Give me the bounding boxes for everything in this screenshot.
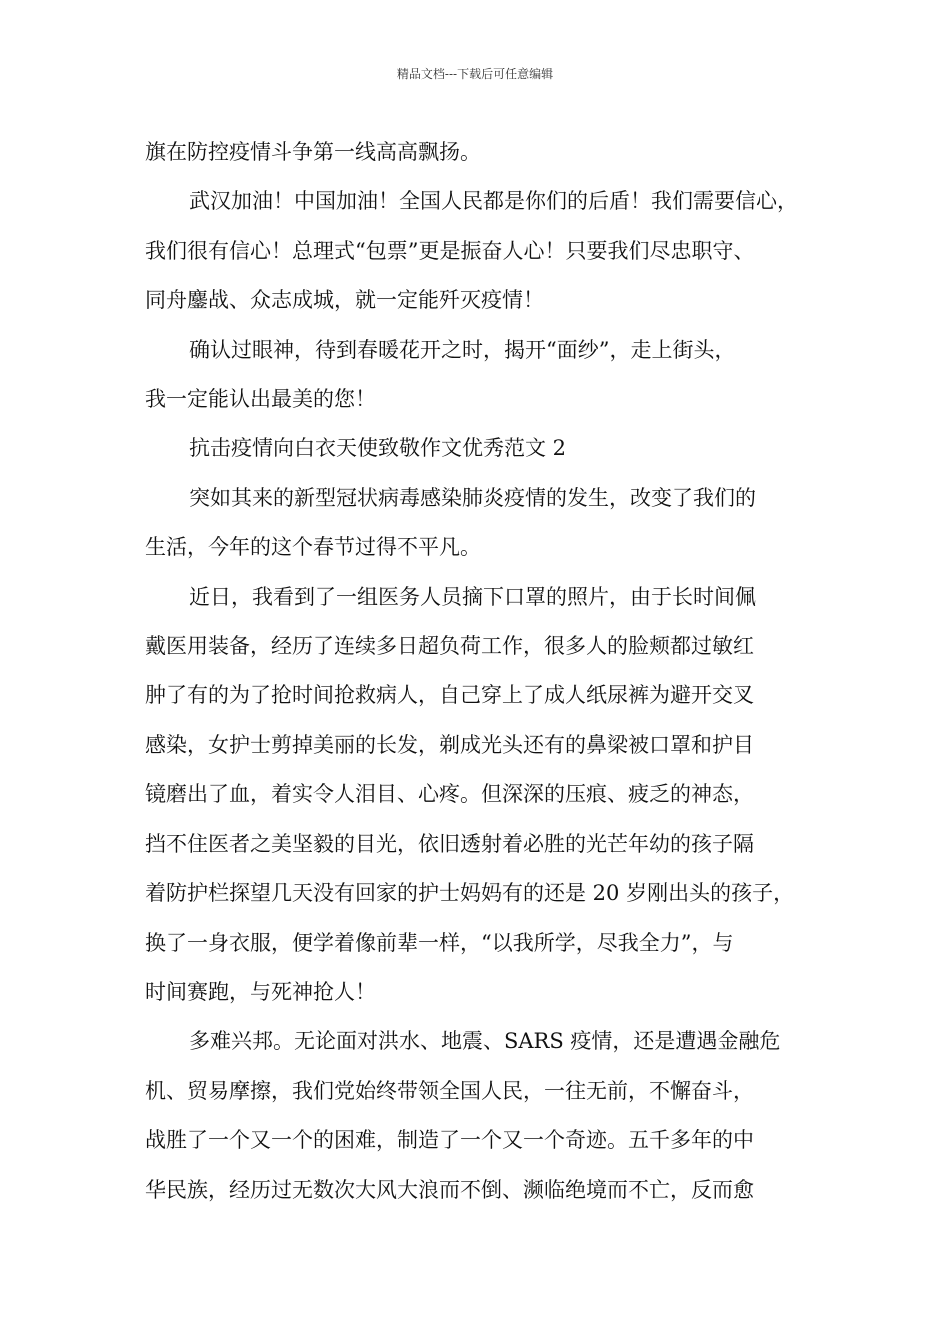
text-line: 华民族，经历过无数次大风大浪而不倒、濒临绝境而不亡，反而愈 [145,1177,754,1202]
text-line: 感染，女护士剪掉美丽的长发，剃成光头还有的鼻梁被口罩和护目 [145,732,754,757]
document-body [145,128,825,1215]
text-line: 战胜了一个又一个的困难，制造了一个又一个奇迹。五千多年的中 [145,1128,754,1153]
text-line: 机、贸易摩擦，我们党始终带领全国人民，一往无前，不懈奋斗， [145,1078,754,1103]
text-line: 镜磨出了血，着实令人泪目、心疼。但深深的压痕、疲乏的神态， [145,782,754,807]
text-line: 我们很有信心！总理式“包票”更是振奋人心！只要我们尽忠职守、 [145,238,755,263]
text-line: 我一定能认出最美的您！ [145,387,376,412]
paragraph-first-line: 多难兴邦。无论面对洪水、地震、SARS 疫情，还是遭遇金融危 [189,1029,781,1054]
text-line: 挡不住医者之美坚毅的目光，依旧透射着必胜的光芒年幼的孩子隔 [145,831,754,856]
paragraph-first-line: 确认过眼神，待到春暖花开之时，揭开“面纱”，走上街头， [189,337,736,362]
text-line: 肿了有的为了抢时间抢救病人，自己穿上了成人纸尿裤为避开交叉 [145,683,754,708]
text-line: 换了一身衣服，便学着像前辈一样，“以我所学，尽我全力”，与 [145,930,734,955]
paragraph-first-line: 武汉加油！中国加油！全国人民都是你们的后盾！我们需要信心， [189,189,798,214]
text-line: 戴医用装备，经历了连续多日超负荷工作，很多人的脸颊都过敏红 [145,634,754,659]
text-line: 同舟鏖战、众志成城，就一定能歼灭疫情！ [145,288,544,313]
paragraph-first-line: 近日，我看到了一组医务人员摘下口罩的照片，由于长时间佩 [189,584,756,609]
page-header: 精品文档---下载后可任意编辑 [396,67,554,81]
text-line: 时间赛跑，与死神抢人！ [145,979,376,1004]
text-line: 生活，今年的这个春节过得不平凡。 [145,535,481,560]
paragraph-first-line: 突如其来的新型冠状病毒感染肺炎疫情的发生，改变了我们的 [189,485,756,510]
text-line: 旗在防控疫情斗争第一线高高飘扬。 [145,140,481,164]
section-title: 抗击疫情向白衣天使致敬作文优秀范文 2 [189,436,567,461]
text-line: 着防护栏探望几天没有回家的护士妈妈有的还是 20 岁刚出头的孩子， [145,881,795,906]
